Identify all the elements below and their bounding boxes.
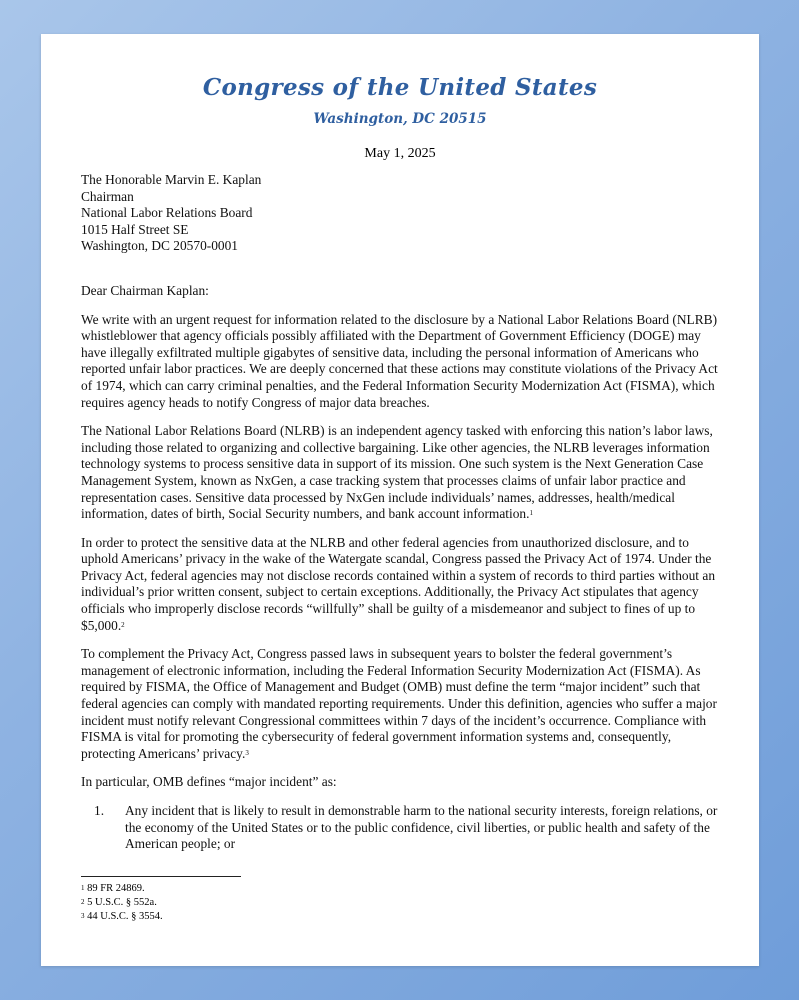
letter-date: May 1, 2025 bbox=[364, 146, 436, 161]
footnote: $^1$ 89 FR 24869. bbox=[81, 883, 145, 894]
footnote-ref[interactable]: 2 bbox=[121, 620, 125, 629]
body-paragraph: In order to protect the sensitive data at the NLRB and other federal agencies from unauthorized disclosure, and to uphold Americans’ privacy in the wake of the Watergate scandal, Congress passed the Privacy Act of 1974. Under the Privacy Act, federal agencies may not disclose records contained within a system of records to third parties without an individual’s prior written consent, subject to certain exceptions. Additionally, the Privacy Act stipulates that agency officials who improperly disclose records “willfully” shall be guilty of a misdemeanor and subject to fines of up to $5,000.$^2$ bbox=[81, 534, 716, 633]
address-line: Washington, DC 20570-0001 bbox=[81, 238, 238, 254]
footnote-divider bbox=[81, 876, 241, 877]
recipient-address bbox=[81, 172, 719, 255]
list-item-text: Any incident that is likely to result in demonstrable harm to the national security interests, foreign relations, or the economy of the United States or to the public confidence, civil liberties, or public health and safety of the American people; or bbox=[125, 803, 718, 852]
body-paragraph: The National Labor Relations Board (NLRB) is an independent agency tasked with enforcing this nation’s labor laws, including those related to organizing and collective bargaining. Like other agencies, the NLRB leverages information technology systems to process sensitive data in support of its mission. One such system is the Next Generation Case Management System, known as NxGen, a case tracking system that processes claims of unfair labor practice and representation cases. Sensitive data processed by NxGen include individuals’ names, addresses, health/medical information, dates of birth, Social Security numbers, and bank account information.$^1$ bbox=[81, 423, 713, 522]
list-item bbox=[94, 803, 719, 853]
definition-list bbox=[81, 803, 719, 853]
footnote: $^2$ 5 U.S.C. § 552a. bbox=[81, 897, 157, 908]
body-paragraph: To complement the Privacy Act, Congress passed laws in subsequent years to bolster the federal government’s management of electronic information, including the Federal Information Security Modernization Act (FISMA). As required by FISMA, the Office of Management and Budget (OMB) must define the term “major incident” such that federal agencies can comply with mandated reporting requirements. Under this definition, agencies who suffer a major incident must notify relevant Congressional committees within 7 days of the incident’s occurrence. Compliance with FISMA is vital for promoting the cybersecurity of federal government information systems and, consequently, protecting Americans’ privacy.$^3$ bbox=[81, 646, 717, 761]
body-paragraph: In particular, OMB defines “major incident” as: bbox=[81, 774, 337, 790]
footnote-ref[interactable]: 1 bbox=[529, 509, 533, 518]
address-line: National Labor Relations Board bbox=[81, 205, 253, 221]
letterhead-title: Congress of the United States bbox=[202, 74, 598, 101]
footnotes bbox=[81, 882, 163, 924]
body-paragraph: We write with an urgent request for information related to the disclosure by a National Labor Relations Board (NLRB) whistleblower that agency officials possibly affiliated with the Department of Government Efficiency (DOGE) may have illegally exfiltrated multiple gigabytes of sensitive data, including the personal information of Americans who reported unfair labor practices. We are deeply concerned that these actions may constitute violations of the Privacy Act of 1974, which can carry criminal penalties, and the Federal Information Security Modernization Act (FISMA), which requires agency heads to notify Congress of major data breaches. bbox=[81, 311, 718, 410]
address-line: Chairman bbox=[81, 188, 134, 204]
address-line: 1015 Half Street SE bbox=[81, 221, 189, 237]
letterhead-subtitle: Washington, DC 20515 bbox=[313, 111, 487, 127]
salutation: Dear Chairman Kaplan: bbox=[81, 282, 209, 298]
letterhead bbox=[41, 74, 759, 127]
footnote-ref[interactable]: 3 bbox=[245, 748, 249, 757]
list-item-number: 1. bbox=[94, 803, 105, 818]
letter-body bbox=[81, 172, 719, 853]
footnote: $^3$ 44 U.S.C. § 3554. bbox=[81, 911, 163, 922]
letter-page bbox=[41, 34, 759, 966]
address-line: The Honorable Marvin E. Kaplan bbox=[81, 172, 262, 187]
